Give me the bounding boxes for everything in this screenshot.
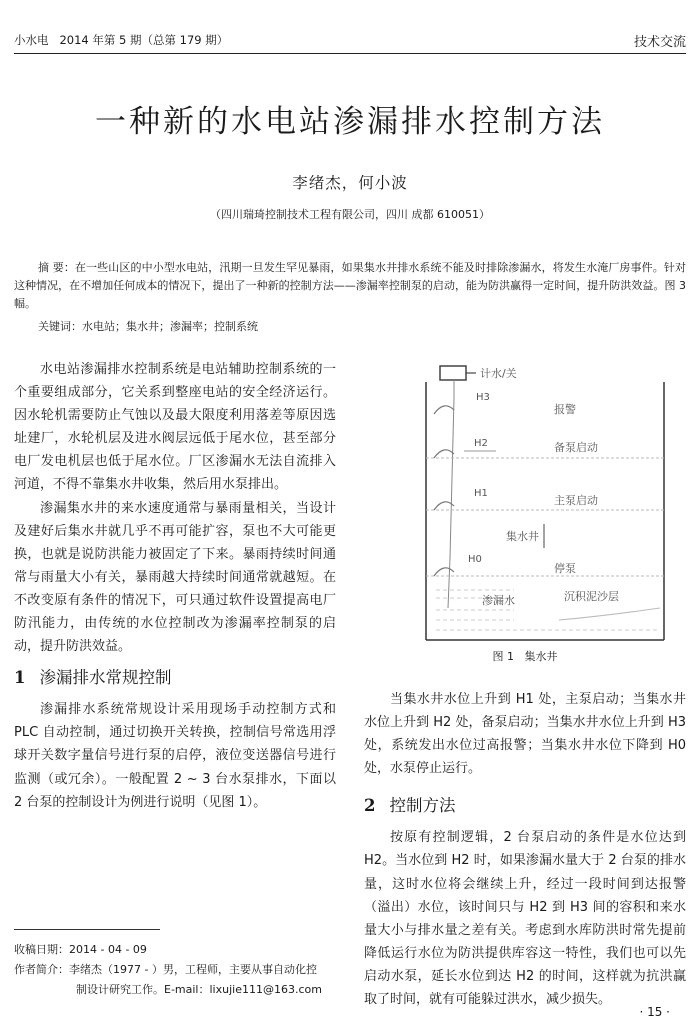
water-hatching (436, 590, 660, 630)
levels-paragraph: 当集水井水位上升到 H1 处，主泵启动；当集水井水位上升到 H2 处，备泵启动；当集水井水位上升到 H3 处，系统发出水位过高报警；当集水井水位下降到 H0 处，水泵停止运行。 (364, 692, 686, 777)
device-label: 计水/关 (480, 367, 517, 380)
author-intro: 作者简介：李绪杰（1977 - ）男，工程师，主要从事自动化控 (14, 963, 317, 976)
float-switch-h2 (434, 450, 454, 458)
abstract: 摘 要：在一些山区的中小型水电站，汛期一旦发生罕见暴雨，如果集水井排水系统不能及时排除渗漏水，将发生水淹厂房事件。针对这种情况，在不增加任何成本的情况下，提出了一种新的控制方法——渗漏率控制泵的启动，能为防洪赢得一定时间，提升防洪效益。图 3 幅。 (14, 261, 686, 310)
received-date: 收稿日期：2014 - 04 - 09 (14, 943, 147, 956)
figure-1 (364, 358, 686, 688)
affiliation: （四川瑞琦控制技术工程有限公司，四川 成都 610051） (210, 208, 490, 221)
section-2-paragraph: 按原有控制逻辑，2 台泵启动的条件是水位达到 H2。当水位到 H2 时，如果渗漏水量大于 2 台泵的排水量，这时水位将会继续上升，经过一段时间到达报警（溢出）水位，该时间只与 H2 到 H3 间的容积和来水量大小与排水量之差有关。考虑到水库防洪时常先提前降低运行水位为防洪提供库容这一特性，我们也可以先启动水泵，延长水位到达 H2 的时间，这样就为抗洪赢取了时间，就有可能躲过洪水，减少损失。 (364, 830, 686, 1008)
level-h0-label: H0 (468, 554, 482, 565)
author-intro-continued: 制设计研究工作。E-mail：lixujie111@163.com (76, 983, 322, 996)
section-2-heading (364, 786, 686, 826)
level-h1-label: H1 (474, 488, 488, 499)
section-2-title: 控制方法 (389, 796, 456, 816)
float-switch-h3 (434, 406, 454, 414)
intro-paragraph-2: 渗漏集水井的来水速度通常与暴雨量相关，当设计及建好后集水井就几乎不再可能扩容，泵也不大可能更换，也就是说防洪能力被固定了下来。暴雨持续时间通常与雨量大小有关，暴雨越大持续时间通常就越短。在不改变原有条件的情况下，可只通过软件设置提高电厂防汛能力，由传统的水位控制改为渗漏率控制泵的启动，提升防洪效益。 (14, 500, 336, 655)
left-column (14, 358, 336, 814)
intro-paragraph-1: 水电站渗漏排水控制系统是电站辅助控制系统的一个重要组成部分，它关系到整座电站的安全经济运行。因水轮机需要防止气蚀以及最大限度利用落差等原因选址建厂，水轮机层及进水阀层远低于尾水位，甚至部分电厂发电机层也低于尾水位。厂区渗漏水无法自流排入河道，不得不靠集水井收集，然后用水泵排出。 (14, 362, 336, 493)
section-1-heading (14, 658, 336, 698)
float-switch-h0 (434, 568, 454, 576)
sediment-label: 沉积泥沙层 (564, 590, 619, 603)
journal-info: 小水电 2014 年第 5 期（总第 179 期） (14, 33, 229, 47)
article-title: 一种新的水电站渗漏排水控制方法 (95, 104, 605, 140)
section-1-number: 1 (14, 668, 26, 688)
running-header (14, 30, 686, 50)
right-column (364, 358, 686, 1011)
device-box (440, 366, 466, 380)
column-name: 技术交流 (633, 34, 686, 50)
well-label: 集水井 (506, 530, 539, 543)
level-h3-label: H3 (476, 392, 490, 403)
header-rule (14, 53, 686, 54)
sump-diagram (364, 358, 686, 648)
section-1-paragraph: 渗漏排水系统常规设计采用现场手动控制方式和 PLC 自动控制，通过切换开关转换，控制信号常选用浮球开关数字量信号进行泵的启停，液位变送器信号进行监测（或冗余）。一般配置 2 ~ 3 台水泵排水，下面以 2 台泵的控制设计为例进行说明（见图 1）。 (14, 702, 336, 810)
seepage-label: 渗漏水 (482, 594, 515, 607)
keywords: 关键词：水电站；集水井；渗漏率；控制系统 (38, 320, 258, 333)
alarm-label: 报警 (554, 403, 576, 416)
footnotes (14, 940, 336, 1000)
stop-pump-label: 停泵 (554, 562, 576, 575)
figure-caption: 图 1 集水井 (492, 650, 558, 663)
backup-pump-label: 备泵启动 (554, 441, 598, 454)
main-pump-label: 主泵启动 (554, 494, 598, 507)
level-h2-label: H2 (474, 438, 488, 449)
section-1-title: 渗漏排水常规控制 (39, 668, 172, 688)
authors: 李绪杰，何小波 (292, 174, 408, 192)
section-2-number: 2 (364, 796, 376, 816)
footnote-rule (14, 929, 160, 930)
page-number: · 15 · (639, 1005, 670, 1019)
